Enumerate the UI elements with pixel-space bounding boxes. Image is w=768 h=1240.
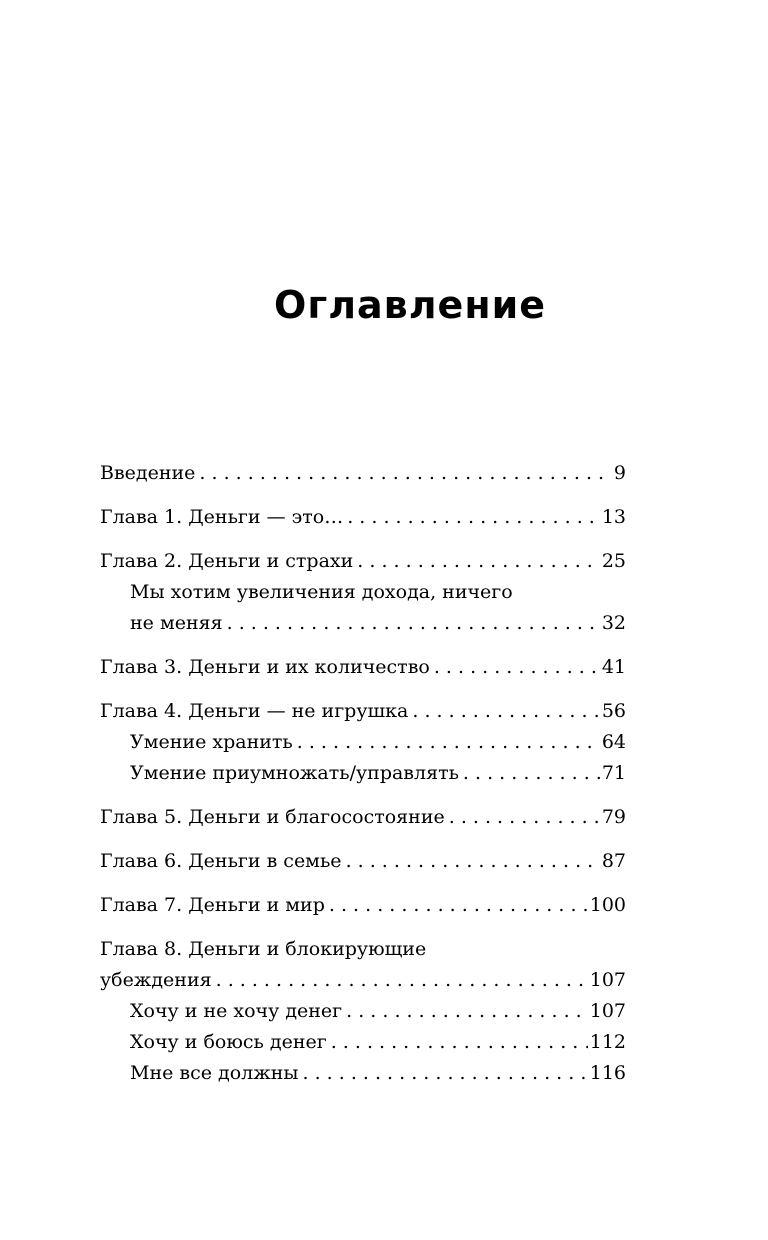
toc-entry-page: 116 — [589, 1062, 626, 1084]
toc-entry-page: 9 — [613, 462, 626, 484]
toc-entry-label-line2: не меняя — [130, 612, 223, 634]
toc-entry-label: Глава 1. Деньги — это… — [100, 506, 344, 528]
toc-entry-label: Глава 7. Деньги и мир — [100, 894, 325, 916]
table-of-contents — [100, 458, 626, 1089]
dot-leader — [329, 890, 588, 921]
toc-entry-page: 112 — [589, 1031, 626, 1053]
dot-leader — [347, 502, 600, 533]
toc-entry-chapter-2[interactable] — [100, 546, 626, 577]
dot-leader — [199, 458, 611, 489]
toc-entry-section-income[interactable] — [100, 577, 626, 639]
toc-entry-page: 13 — [601, 506, 626, 528]
dot-leader — [357, 546, 600, 577]
page-title: Оглавление — [274, 283, 546, 327]
dot-leader — [463, 758, 600, 789]
toc-entry-section-want-fear[interactable] — [100, 1027, 626, 1058]
toc-entry-page: 56 — [601, 700, 626, 722]
toc-entry-page: 71 — [601, 762, 626, 784]
toc-entry-label: Мне все должны — [130, 1062, 299, 1084]
toc-entry-label-line2: убеждения — [100, 969, 212, 991]
toc-entry-section-owed[interactable] — [100, 1058, 626, 1089]
dot-leader — [434, 652, 600, 683]
toc-entry-section-multiply[interactable] — [100, 758, 626, 789]
toc-entry-chapter-6[interactable] — [100, 846, 626, 877]
toc-entry-page: 100 — [589, 894, 626, 916]
toc-entry-label: Глава 2. Деньги и страхи — [100, 550, 354, 572]
toc-entry-chapter-5[interactable] — [100, 802, 626, 833]
toc-entry-section-store[interactable] — [100, 727, 626, 758]
toc-entry-introduction[interactable] — [100, 458, 626, 489]
toc-entry-page: 79 — [601, 806, 626, 828]
toc-entry-chapter-4[interactable] — [100, 696, 626, 727]
toc-entry-label: Умение приумножать/управлять — [130, 762, 459, 784]
dot-leader — [449, 802, 600, 833]
toc-entry-chapter-8[interactable] — [100, 934, 626, 996]
toc-entry-label: Введение — [100, 462, 196, 484]
toc-entry-chapter-3[interactable] — [100, 652, 626, 683]
dot-leader — [227, 608, 600, 639]
toc-entry-page: 87 — [601, 850, 626, 872]
dot-leader — [412, 696, 599, 727]
dot-leader — [331, 1027, 588, 1058]
toc-entry-label: Хочу и боюсь денег — [130, 1031, 327, 1053]
toc-entry-label: Хочу и не хочу денег — [130, 1000, 343, 1022]
toc-entry-label-line1: Мы хотим увеличения дохода, ничего — [130, 581, 513, 603]
toc-entry-label: Умение хранить — [130, 731, 293, 753]
toc-entry-label: Глава 4. Деньги — не игрушка — [100, 700, 409, 722]
toc-entry-label: Глава 5. Деньги и благосостояние — [100, 806, 445, 828]
toc-entry-page: 41 — [601, 656, 626, 678]
toc-entry-page: 25 — [601, 550, 626, 572]
toc-entry-section-want-not-want[interactable] — [100, 996, 626, 1027]
dot-leader — [297, 727, 600, 758]
toc-entry-page: 107 — [589, 1000, 626, 1022]
toc-entry-label: Глава 6. Деньги в семье — [100, 850, 342, 872]
toc-entry-page: 107 — [589, 969, 626, 991]
dot-leader — [346, 846, 600, 877]
dot-leader — [346, 996, 588, 1027]
toc-entry-label-line1: Глава 8. Деньги и блокирующие — [100, 938, 427, 960]
toc-entry-page: 32 — [601, 612, 626, 634]
toc-entry-chapter-1[interactable] — [100, 502, 626, 533]
toc-entry-label: Глава 3. Деньги и их количество — [100, 656, 430, 678]
dot-leader — [303, 1058, 588, 1089]
toc-entry-chapter-7[interactable] — [100, 890, 626, 921]
dot-leader — [216, 965, 588, 996]
toc-entry-page: 64 — [601, 731, 626, 753]
